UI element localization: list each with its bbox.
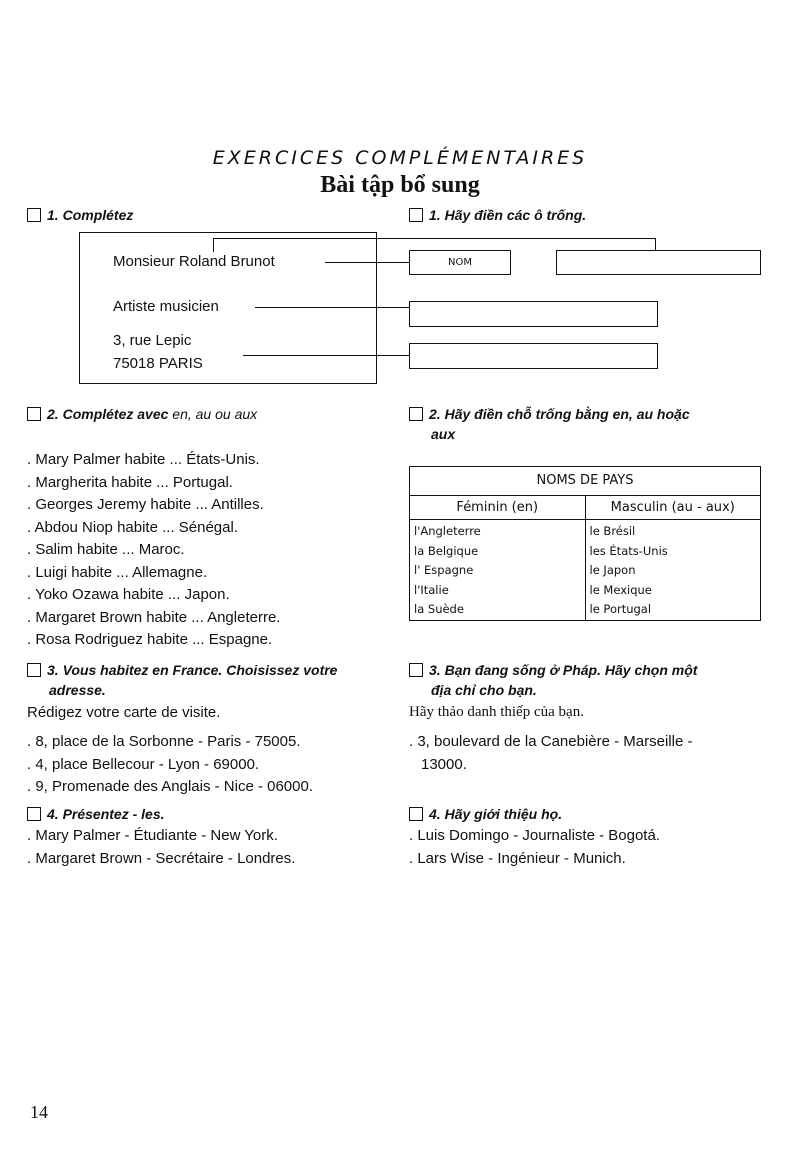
ex4-num-fr: 4.: [47, 806, 59, 822]
table-item: le Mexique: [589, 582, 652, 597]
ex3-num-fr: 3.: [47, 662, 59, 678]
checkbox-icon[interactable]: [409, 663, 423, 677]
ex3-label-fr-2: adresse.: [49, 682, 106, 698]
ex1-label-fr: Complétez: [62, 207, 134, 223]
list-item: . Salim habite ... Maroc.: [27, 541, 185, 558]
checkbox-icon[interactable]: [27, 807, 41, 821]
ex3-heading-fr: [27, 660, 402, 700]
list-item: . Lars Wise - Ingénieur - Munich.: [409, 849, 626, 867]
list-item: . Luigi habite ... Allemagne.: [27, 563, 208, 581]
table-cell-feminin: [410, 520, 586, 621]
table-item: les États-Unis: [589, 543, 668, 558]
ex1-label-vn: Hãy điền các ô trống.: [444, 207, 587, 223]
ex2-heading-fr: [27, 404, 257, 424]
list-item: . Luis Domingo - Journaliste - Bogotá.: [409, 827, 660, 844]
list-item: . Georges Jeremy habite ... Antilles.: [27, 496, 264, 513]
card-street: 3, rue Lepic: [113, 332, 192, 349]
table-item: l'Italie: [414, 582, 449, 597]
table-item: la Belgique: [414, 543, 479, 558]
checkbox-icon[interactable]: [409, 807, 423, 821]
list-item: . Mary Palmer habite ... États-Unis.: [27, 451, 260, 468]
list-item: . Margherita habite ... Portugal.: [27, 473, 233, 491]
list-item: . 4, place Bellecour - Lyon - 69000.: [27, 755, 260, 773]
connector-line: [243, 355, 409, 356]
card-city: 75018 PARIS: [113, 355, 203, 372]
ex4-heading-vn: [409, 804, 562, 824]
list-item: . 3, boulevard de la Canebière - Marseille -: [409, 733, 693, 750]
table-item: l'Angleterre: [414, 524, 481, 538]
connector-line: [255, 307, 409, 308]
ex3-label-fr-1: Vous habitez en France. Choisissez votre: [62, 662, 338, 678]
table-col-masculin: Masculin (au - aux): [585, 496, 761, 520]
ex2-label-fr: Complétez avec: [62, 406, 169, 422]
checkbox-icon[interactable]: [409, 208, 423, 222]
connector-line: [213, 238, 655, 239]
table-item: la Suède: [414, 602, 464, 616]
ex3-num-vn: 3.: [429, 662, 441, 678]
ex2-sentence-list: [27, 449, 280, 652]
table-item: l' Espagne: [414, 563, 474, 577]
list-item: . 8, place de la Sorbonne - Paris - 75005.: [27, 733, 301, 750]
ex2-heading-vn: [409, 404, 769, 444]
ex2-label-vn-1: Hãy điền chỗ trống bằng en, au hoặc: [444, 406, 690, 422]
checkbox-icon[interactable]: [409, 407, 423, 421]
ex4-list-fr: [27, 825, 295, 870]
ex1-num-vn: 1.: [429, 207, 441, 223]
list-item: 13000.: [421, 755, 467, 773]
ex3-label-vn-1: Bạn đang sống ở Pháp. Hãy chọn một: [444, 662, 698, 678]
connector-line: [325, 262, 409, 263]
field-profession[interactable]: [409, 301, 658, 327]
page-title-vn: Bài tập bổ sung: [320, 172, 480, 198]
ex1-num-fr: 1.: [47, 207, 59, 223]
ex3-address-vn: [409, 731, 692, 776]
table-item: le Japon: [589, 563, 636, 577]
table-item: le Brésil: [589, 524, 636, 538]
page-number: 14: [30, 1102, 48, 1122]
ex2-num-vn: 2.: [429, 406, 441, 422]
country-table: [409, 466, 761, 621]
table-title: NOMS DE PAYS: [410, 467, 761, 496]
list-item: . Rosa Rodriguez habite ... Espagne.: [27, 631, 273, 648]
card-job: Artiste musicien: [113, 298, 219, 315]
page-title-fr: EXERCICES COMPLÉMENTAIRES: [212, 147, 588, 169]
table-col-feminin: Féminin (en): [410, 496, 586, 520]
ex4-list-vn: [409, 825, 660, 870]
checkbox-icon[interactable]: [27, 407, 41, 421]
list-item: . Abdou Niop habite ... Sénégal.: [27, 518, 238, 536]
ex1-heading-fr: [27, 205, 133, 225]
ex4-num-vn: 4.: [429, 806, 441, 822]
ex4-label-fr: Présentez - les.: [62, 806, 165, 822]
ex3-label-vn-2: địa chỉ cho bạn.: [431, 682, 537, 698]
ex3-heading-vn: [409, 660, 779, 700]
field-nom[interactable]: NOM: [409, 250, 511, 275]
table-cell-masculin: [585, 520, 761, 621]
ex2-num-fr: 2.: [47, 406, 59, 422]
ex2-label-vn-2: aux: [431, 426, 456, 442]
card-name: Monsieur Roland Brunot: [113, 253, 275, 270]
ex4-label-vn: Hãy giới thiệu họ.: [444, 806, 563, 822]
table-item: le Portugal: [589, 602, 652, 616]
ex3-instruction-vn: Hãy thảo danh thiếp của bạn.: [409, 704, 584, 720]
connector-line: [655, 238, 656, 250]
field-prenom[interactable]: [556, 250, 761, 275]
list-item: . 9, Promenade des Anglais - Nice - 06000.: [27, 778, 313, 795]
list-item: . Margaret Brown - Secrétaire - Londres.: [27, 849, 296, 867]
checkbox-icon[interactable]: [27, 208, 41, 222]
ex1-heading-vn: [409, 205, 586, 225]
list-item: . Mary Palmer - Étudiante - New York.: [27, 827, 278, 844]
ex3-address-list-fr: [27, 731, 313, 799]
list-item: . Yoko Ozawa habite ... Japon.: [27, 586, 230, 603]
list-item: . Margaret Brown habite ... Angleterre.: [27, 608, 281, 626]
checkbox-icon[interactable]: [27, 663, 41, 677]
ex2-words-fr: en, au ou aux: [172, 406, 258, 422]
ex4-heading-fr: [27, 804, 165, 824]
connector-line: [213, 238, 214, 252]
field-adresse[interactable]: [409, 343, 658, 369]
ex3-instruction-fr: Rédigez votre carte de visite.: [27, 704, 221, 721]
